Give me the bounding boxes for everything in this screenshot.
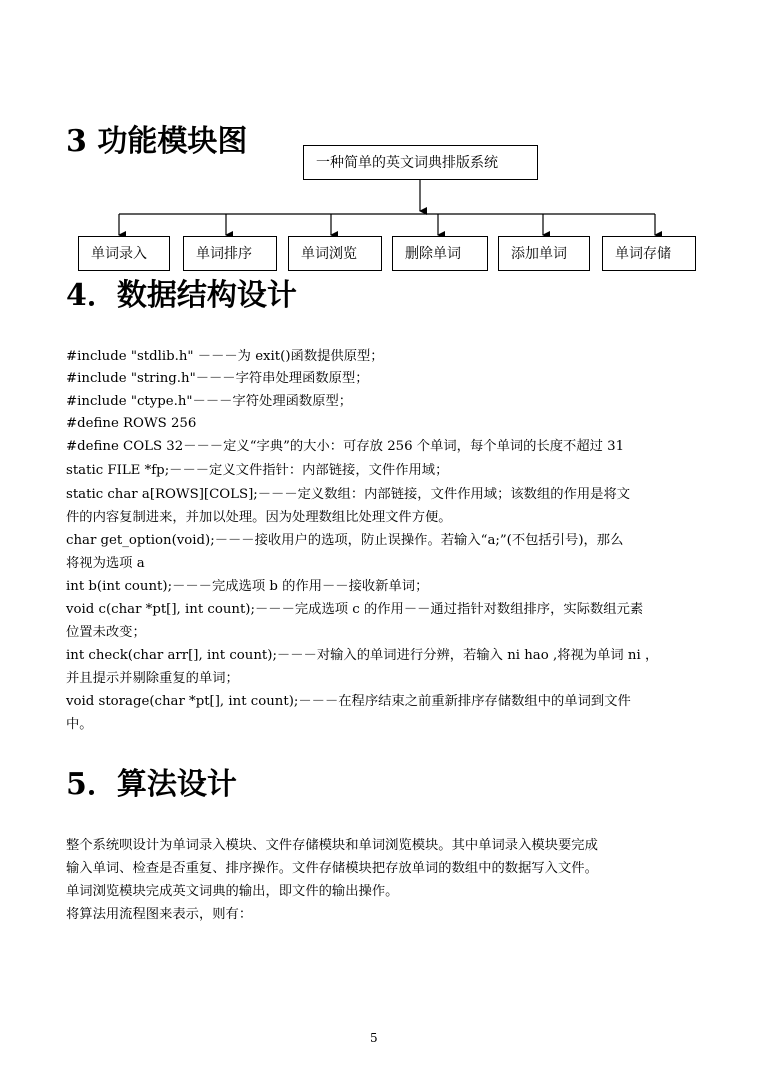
code-line: static char a[ROWS][COLS];－－－定义数组：内部链接，文件作用域；该数组的作用是将文 [66,487,631,502]
module-box-word-delete: 删除单词 [392,236,488,271]
code-line: void c(char *pt[], int count);－－－完成选项 c 的作用－－通过指针对数组排序，实际数组元素 [66,602,644,617]
module-box-word-input: 单词录入 [78,236,170,271]
paragraph-line: 单词浏览模块完成英文词典的输出，即文件的输出操作。 [66,884,399,899]
paragraph-line: 输入单词、检查是否重复、排序操作。文件存储模块把存放单词的数组中的数据写入文件。 [66,861,598,876]
code-line: 件的内容复制进来，并加以处理。因为处理数组比处理文件方便。 [66,510,452,525]
code-line: #include "string.h"－－－字符串处理函数原型； [66,371,369,386]
module-box-word-store: 单词存储 [602,236,696,271]
code-line: #include "stdlib.h" －－－为 exit()函数提供原型； [66,349,384,364]
code-line: char get_option(void);－－－接收用户的选项，防止误操作。若输入“a;”(不包括引号)，那么 [66,533,624,548]
code-line: #define ROWS 256 [66,416,197,431]
paragraph-line: 将算法用流程图来表示，则有： [66,907,253,922]
code-line: #define COLS 32－－－定义“字典”的大小：可存放 256 个单词，每个单词的长度不超过 31 [66,439,625,454]
code-line: void storage(char *pt[], int count);－－－在程序结束之前重新排序存储数组中的单词到文件 [66,694,631,709]
page-number: 5 [370,1031,378,1045]
module-box-word-sort: 单词排序 [183,236,277,271]
code-line: static FILE *fp;－－－定义文件指针：内部链接，文件作用域； [66,463,449,478]
code-line: int check(char arr[], int count);－－－对输入的单词进行分辨，若输入 ni hao ,将视为单词 ni ， [66,648,659,663]
code-line: 中。 [66,717,93,732]
section-5-title: 5．算法设计 [66,767,237,802]
code-line: 将视为选项 a [66,556,145,571]
code-line: #include "ctype.h"－－－字符处理函数原型； [66,394,353,409]
module-box-word-add: 添加单词 [498,236,590,271]
module-box-word-browse: 单词浏览 [288,236,382,271]
paragraph-line: 整个系统呗设计为单词录入模块、文件存储模块和单词浏览模块。其中单词录入模块要完成 [66,838,598,853]
section-3-title: 3 功能模块图 [66,124,248,159]
code-line: 位置未改变； [66,625,146,640]
code-line: int b(int count);－－－完成选项 b 的作用－－接收新单词； [66,579,429,594]
code-line: 并且提示并剔除重复的单词； [66,671,239,686]
diagram-root-box: 一种简单的英文词典排版系统 [303,145,538,180]
section-4-title: 4．数据结构设计 [66,278,297,313]
